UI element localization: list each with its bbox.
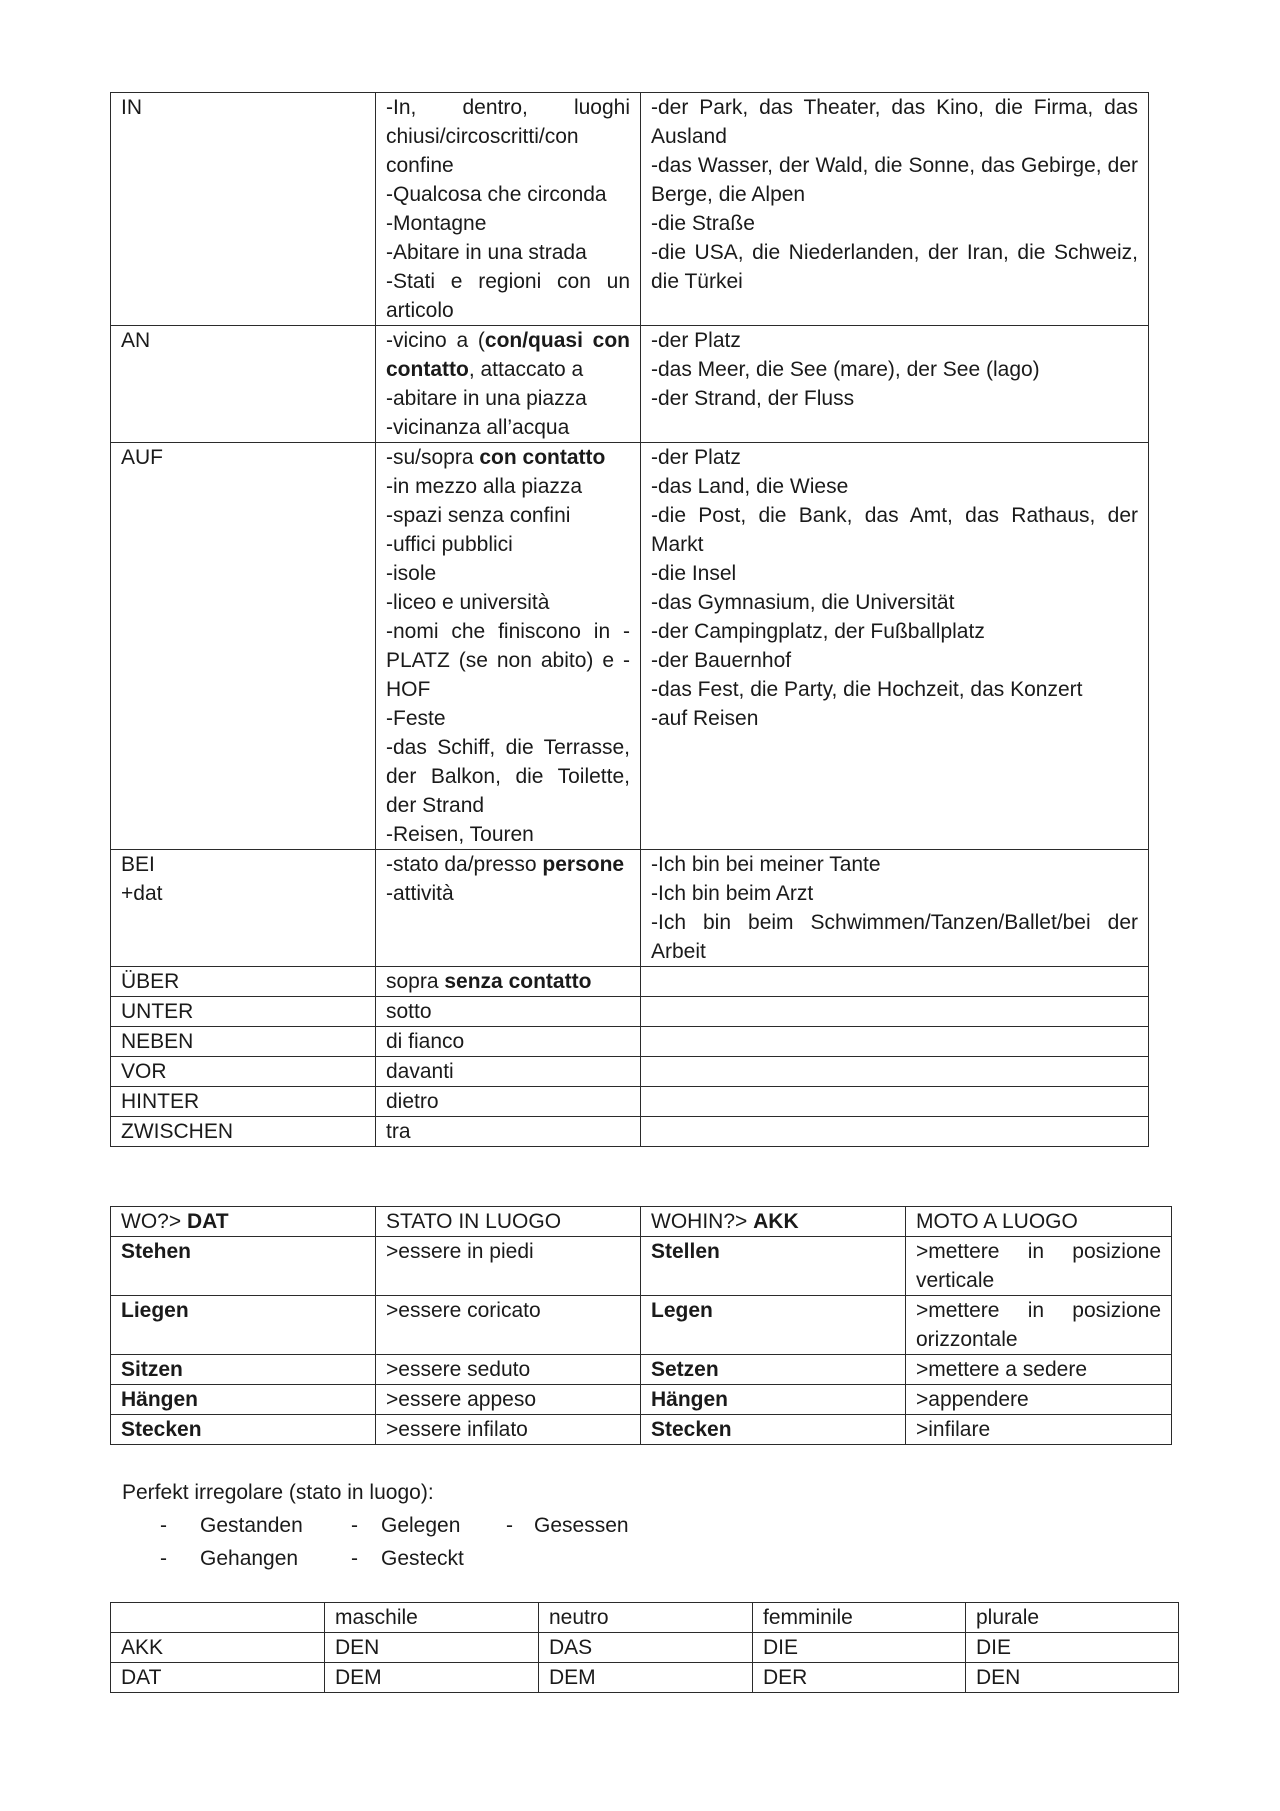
table-row xyxy=(111,1663,1179,1693)
moto-meaning: >mettere in posizione verticale xyxy=(906,1237,1172,1296)
table-row xyxy=(111,1117,1149,1147)
article-cell: DIE xyxy=(966,1633,1179,1663)
articles-table xyxy=(110,1602,1179,1693)
akk-verb: Setzen xyxy=(641,1355,906,1385)
prep-cell: AN xyxy=(111,326,376,443)
stato-meaning: >essere in piedi xyxy=(376,1237,641,1296)
table-row xyxy=(111,1087,1149,1117)
table-row xyxy=(111,850,1149,967)
prep-cell: NEBEN xyxy=(111,1027,376,1057)
case-cell: DAT xyxy=(111,1663,325,1693)
moto-meaning: >mettere a sedere xyxy=(906,1355,1172,1385)
meaning-cell: sotto xyxy=(376,997,641,1027)
prep-cell: BEI +dat xyxy=(111,850,376,967)
dat-verb: Liegen xyxy=(111,1296,376,1355)
meaning-cell: sopra senza contatto xyxy=(376,967,641,997)
prep-cell: AUF xyxy=(111,443,376,850)
verbs-table xyxy=(110,1206,1172,1445)
list-bullet: - xyxy=(506,1514,513,1537)
header-moto: MOTO A LUOGO xyxy=(906,1207,1172,1237)
meaning-cell: di fianco xyxy=(376,1027,641,1057)
akk-verb: Stecken xyxy=(641,1415,906,1445)
dat-verb: Sitzen xyxy=(111,1355,376,1385)
header-wo: WO?> DAT xyxy=(111,1207,376,1237)
meaning-cell: davanti xyxy=(376,1057,641,1087)
prep-cell: IN xyxy=(111,93,376,326)
table-row xyxy=(111,1355,1172,1385)
akk-verb: Hängen xyxy=(641,1385,906,1415)
stato-meaning: >essere coricato xyxy=(376,1296,641,1355)
moto-meaning: >infilare xyxy=(906,1415,1172,1445)
perfekt-list xyxy=(0,1509,1280,1579)
list-bullet: - xyxy=(160,1514,167,1537)
perfekt-title: Perfekt irregolare (stato in luogo): xyxy=(122,1481,434,1504)
table-row xyxy=(111,1633,1179,1663)
list-item: Gestanden xyxy=(200,1514,303,1537)
table-row xyxy=(111,1027,1149,1057)
header-cell: plurale xyxy=(966,1603,1179,1633)
examples-cell: -der Park, das Theater, das Kino, die Firma, das Ausland -das Wasser, der Wald, die Sonne, das Gebirge, der Berge, die Alpen -die Straße -die USA, die Niederlanden, der Iran, die Schweiz, die Türkei xyxy=(641,93,1149,326)
list-item: Gesessen xyxy=(534,1514,629,1537)
article-cell: DER xyxy=(753,1663,966,1693)
article-cell: DAS xyxy=(539,1633,753,1663)
article-cell: DIE xyxy=(753,1633,966,1663)
header-cell: neutro xyxy=(539,1603,753,1633)
meaning-cell: -In, dentro, luoghi chiusi/circoscritti/con confine -Qualcosa che circonda -Montagne -Abitare in una strada -Stati e regioni con un articolo xyxy=(376,93,641,326)
prep-cell: ZWISCHEN xyxy=(111,1117,376,1147)
table-header-row xyxy=(111,1207,1172,1237)
article-cell: DEM xyxy=(325,1663,539,1693)
table-row xyxy=(111,1385,1172,1415)
examples-cell xyxy=(641,967,1149,997)
header-cell xyxy=(111,1603,325,1633)
prep-cell: UNTER xyxy=(111,997,376,1027)
list-item: Gelegen xyxy=(381,1514,461,1537)
article-cell: DEM xyxy=(539,1663,753,1693)
akk-verb: Legen xyxy=(641,1296,906,1355)
header-stato: STATO IN LUOGO xyxy=(376,1207,641,1237)
dat-verb: Stecken xyxy=(111,1415,376,1445)
table-row xyxy=(111,93,1149,326)
dat-verb: Hängen xyxy=(111,1385,376,1415)
list-bullet: - xyxy=(351,1514,358,1537)
examples-cell xyxy=(641,997,1149,1027)
table-row xyxy=(111,1415,1172,1445)
dat-verb: Stehen xyxy=(111,1237,376,1296)
prepositions-table xyxy=(110,92,1149,1147)
list-bullet: - xyxy=(160,1547,167,1570)
table-row xyxy=(111,1237,1172,1296)
moto-meaning: >mettere in posizione orizzontale xyxy=(906,1296,1172,1355)
examples-cell xyxy=(641,1057,1149,1087)
table-row xyxy=(111,1296,1172,1355)
prep-cell: HINTER xyxy=(111,1087,376,1117)
examples-cell xyxy=(641,1117,1149,1147)
table-header-row xyxy=(111,1603,1179,1633)
article-cell: DEN xyxy=(325,1633,539,1663)
meaning-cell: tra xyxy=(376,1117,641,1147)
examples-cell: -Ich bin bei meiner Tante -Ich bin beim Arzt -Ich bin beim Schwimmen/Tanzen/Ballet/bei der Arbeit xyxy=(641,850,1149,967)
stato-meaning: >essere appeso xyxy=(376,1385,641,1415)
header-wohin: WOHIN?> AKK xyxy=(641,1207,906,1237)
table-row xyxy=(111,326,1149,443)
meaning-cell: -su/sopra con contatto -in mezzo alla piazza -spazi senza confini -uffici pubblici -isole -liceo e università -nomi che finiscono in -PLATZ (se non abito) e -HOF -Feste -das Schiff, die Terrasse, der Balkon, die Toilette, der Strand -Reisen, Touren xyxy=(376,443,641,850)
list-bullet: - xyxy=(351,1547,358,1570)
table-row xyxy=(111,1057,1149,1087)
article-cell: DEN xyxy=(966,1663,1179,1693)
moto-meaning: >appendere xyxy=(906,1385,1172,1415)
examples-cell: -der Platz -das Meer, die See (mare), der See (lago) -der Strand, der Fluss xyxy=(641,326,1149,443)
stato-meaning: >essere infilato xyxy=(376,1415,641,1445)
table-row xyxy=(111,997,1149,1027)
header-cell: maschile xyxy=(325,1603,539,1633)
case-cell: AKK xyxy=(111,1633,325,1663)
stato-meaning: >essere seduto xyxy=(376,1355,641,1385)
meaning-cell: -vicino a (con/quasi con contatto, attaccato a -abitare in una piazza -vicinanza all’acqua xyxy=(376,326,641,443)
table-row xyxy=(111,967,1149,997)
examples-cell xyxy=(641,1087,1149,1117)
header-cell: femminile xyxy=(753,1603,966,1633)
meaning-cell: dietro xyxy=(376,1087,641,1117)
meaning-cell: -stato da/presso persone -attività xyxy=(376,850,641,967)
prep-cell: VOR xyxy=(111,1057,376,1087)
akk-verb: Stellen xyxy=(641,1237,906,1296)
table-row xyxy=(111,443,1149,850)
list-item: Gehangen xyxy=(200,1547,299,1570)
examples-cell xyxy=(641,1027,1149,1057)
examples-cell: -der Platz -das Land, die Wiese -die Post, die Bank, das Amt, das Rathaus, der Markt -die Insel -das Gymnasium, die Universität -der Campingplatz, der Fußballplatz -der Bauernhof -das Fest, die Party, die Hochzeit, das Konzert -auf Reisen xyxy=(641,443,1149,850)
prep-cell: ÜBER xyxy=(111,967,376,997)
list-item: Gesteckt xyxy=(381,1547,464,1570)
